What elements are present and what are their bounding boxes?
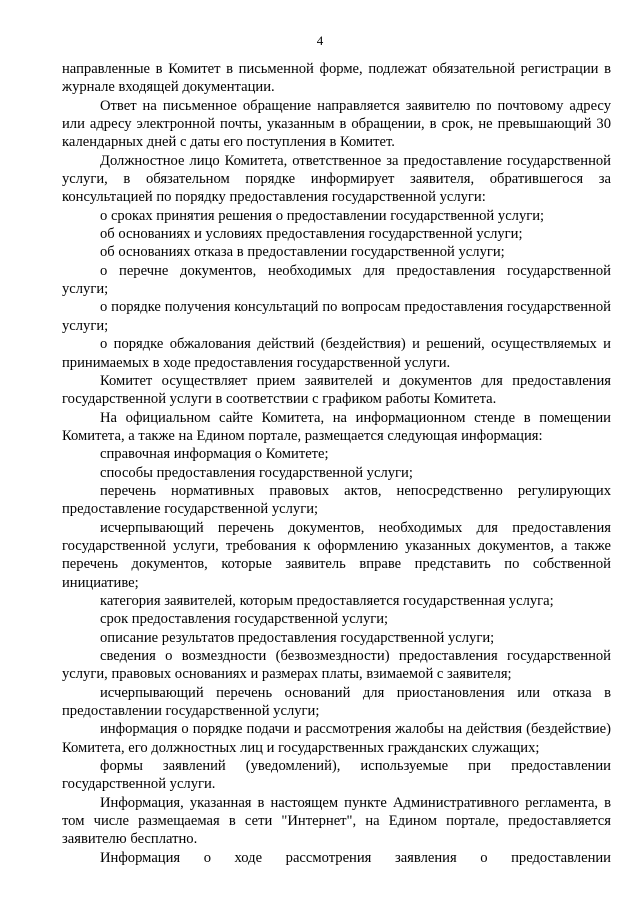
document-body [62, 60, 611, 867]
paragraph: исчерпывающий перечень оснований для приостановления или отказа в предоставлении государственной услуги; [62, 684, 611, 720]
paragraph: способы предоставления государственной услуги; [100, 464, 413, 481]
paragraph: об основаниях отказа в предоставлении государственной услуги; [100, 244, 505, 261]
paragraph: Комитет осуществляет прием заявителей и документов для предоставления государственной услуги в соответствии с графиком работы Комитета. [62, 372, 611, 408]
paragraph: о порядке обжалования действий (бездействия) и решений, осуществляемых и принимаемых в ходе предоставления государственной услуги. [62, 336, 611, 371]
paragraph: справочная информация о Комитете; [100, 446, 329, 463]
paragraph: перечень нормативных правовых актов, непосредственно регулирующих предоставление государственной услуги; [62, 482, 611, 518]
paragraph: о сроках принятия решения о предоставлении государственной услуги; [100, 207, 545, 224]
paragraph: направленные в Комитет в письменной форме, подлежат обязательной регистрации в журнале входящей документации. [62, 61, 611, 96]
paragraph: На официальном сайте Комитета, на информационном стенде в помещении Комитета, а также на Едином портале, размещается следующая информация: [62, 409, 611, 444]
paragraph: Должностное лицо Комитета, ответственное за предоставление государственной услуги, в обязательном порядке информирует заявителя, обратившегося за консультацией по порядку предоставления государственной услуги: [62, 152, 611, 206]
paragraph: срок предоставления государственной услуги; [100, 611, 389, 628]
paragraph: описание результатов предоставления государственной услуги; [100, 629, 495, 646]
paragraph: информация о порядке подачи и рассмотрения жалобы на действия (бездействие) Комитета, его должностных лиц и государственных гражданских служащих; [62, 721, 611, 756]
paragraph: об основаниях и условиях предоставления государственной услуги; [100, 226, 523, 243]
paragraph: формы заявлений (уведомлений), используемые при предоставлении государственной услуги. [62, 758, 611, 793]
paragraph: о перечне документов, необходимых для предоставления государственной услуги; [62, 262, 611, 298]
paragraph: сведения о возмездности (безвозмездности) предоставления государственной услуги, правовых основаниях и размерах платы, взимаемой с заявителя; [62, 648, 611, 683]
paragraph: категория заявителей, которым предоставляется государственная услуга; [100, 592, 554, 609]
paragraph: исчерпывающий перечень документов, необходимых для предоставления государственной услуги, требования к оформлению указанных документов, а также перечень документов, которые заявитель вправе представить по собственной инициативе; [62, 519, 611, 591]
page-number: 4 [316, 33, 324, 48]
paragraph: Информация, указанная в настоящем пункте Административного регламента, в том числе размещаемая в сети "Интернет", на Едином портале, предоставляется заявителю бесплатно. [62, 794, 611, 848]
paragraph: Информация о ходе рассмотрения заявления о предоставлении [100, 849, 611, 866]
paragraph: Ответ на письменное обращение направляется заявителю по почтовому адресу или адресу электронной почты, указанным в обращении, в срок, не превышающий 30 календарных дней с даты его поступления в Комитет. [62, 97, 611, 151]
paragraph: о порядке получения консультаций по вопросам предоставления государственной услуги; [62, 299, 611, 334]
